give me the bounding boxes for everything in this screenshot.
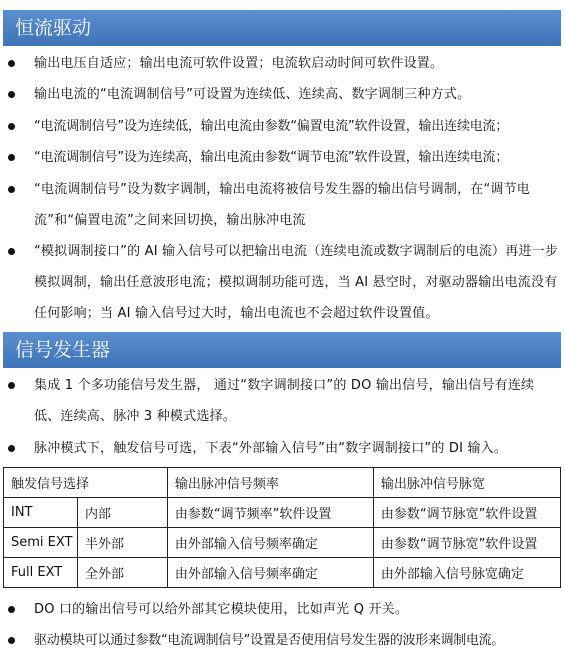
list-item-text: 输出电压自适应；输出电流可软件设置；电流软启动时间可软件设置。 [34,56,444,71]
bullet-icon [8,186,15,193]
list-item-text: DO 口的输出信号可以给外部其它模块使用，比如声光 Q 开关。 [34,602,409,617]
table-cell: Semi EXT [4,528,78,558]
bullet-icon [8,154,15,161]
list-item-text: 集成 1 个多功能信号发生器， 通过“数字调制接口”的 DO 输出信号，输出信号有连续低、连续高、脉冲 3 种模式选择。 [34,378,535,424]
section-title: 恒流驱动 [15,17,92,39]
list-item-text: “电流调制信号”设为连续低，输出电流由参数“偏置电流”软件设置，输出连续电流； [34,119,509,134]
table-header-cell: 输出脉冲信号频率 [167,468,373,498]
table-cell: 由参数“调节频率”软件设置 [167,498,373,528]
section-header-signal-generator [3,332,561,368]
table-row [4,498,561,528]
list-item-text: “电流调制信号”设为连续高，输出电流由参数“调节电流”软件设置，输出连续电流； [34,150,509,165]
table-cell: 由外部输入信号频率确定 [167,528,373,558]
list-item-text: “模拟调制接口”的 AI 输入信号可以把输出电流（连续电流或数字调制后的电流）再进一步模拟调制，输出任意波形电流；模拟调制功能可选，当 AI 悬空时，对驱动器输出电流没有任何影响；当 AI 输入信号过大时，输出电流也不会超过软件设置值。 [34,244,559,321]
bullet-icon [8,445,15,452]
table-cell: 由外部输入信号脉宽确定 [373,558,560,588]
section-header-constant-current [3,10,561,46]
bullet-icon [8,91,15,98]
table-header-cell: 触发信号选择 [4,468,168,498]
list-item-text: “电流调制信号”设为数字调制，输出电流将被信号发生器的输出信号调制，在“调节电流”和“偏置电流”之间来回切换，输出脉冲电流 [34,182,531,228]
bullet-icon [8,248,15,255]
table-row [4,528,561,558]
bullet-icon [8,606,15,613]
bullet-icon [8,123,15,130]
table-cell: 全外部 [78,558,168,588]
bullet-icon [8,60,15,67]
table-cell: 由参数“调节脉宽”软件设置 [373,498,560,528]
table-row [4,558,561,588]
table-cell: 由外部输入信号频率确定 [167,558,373,588]
table-cell: 内部 [78,498,168,528]
bullet-icon [8,637,15,644]
trigger-table [3,467,561,588]
section-title: 信号发生器 [15,339,111,361]
table-cell: INT [4,498,78,528]
table-cell: 由参数“调节脉宽”软件设置 [373,528,560,558]
list-item-text: 脉冲模式下，触发信号可选，下表“外部输入信号”由“数字调制接口”的 DI 输入。 [34,441,508,456]
list-item-text: 输出电流的“电流调制信号”可设置为连续低、连续高、数字调制三种方式。 [34,87,471,102]
table-cell: Full EXT [4,558,78,588]
list-item-text: 驱动模块可以通过参数“电流调制信号”设置是否使用信号发生器的波形来调制电流。 [34,633,505,648]
table-header-row [4,468,561,498]
table-cell: 半外部 [78,528,168,558]
table-header-cell: 输出脉冲信号脉宽 [373,468,560,498]
bullet-icon [8,382,15,389]
